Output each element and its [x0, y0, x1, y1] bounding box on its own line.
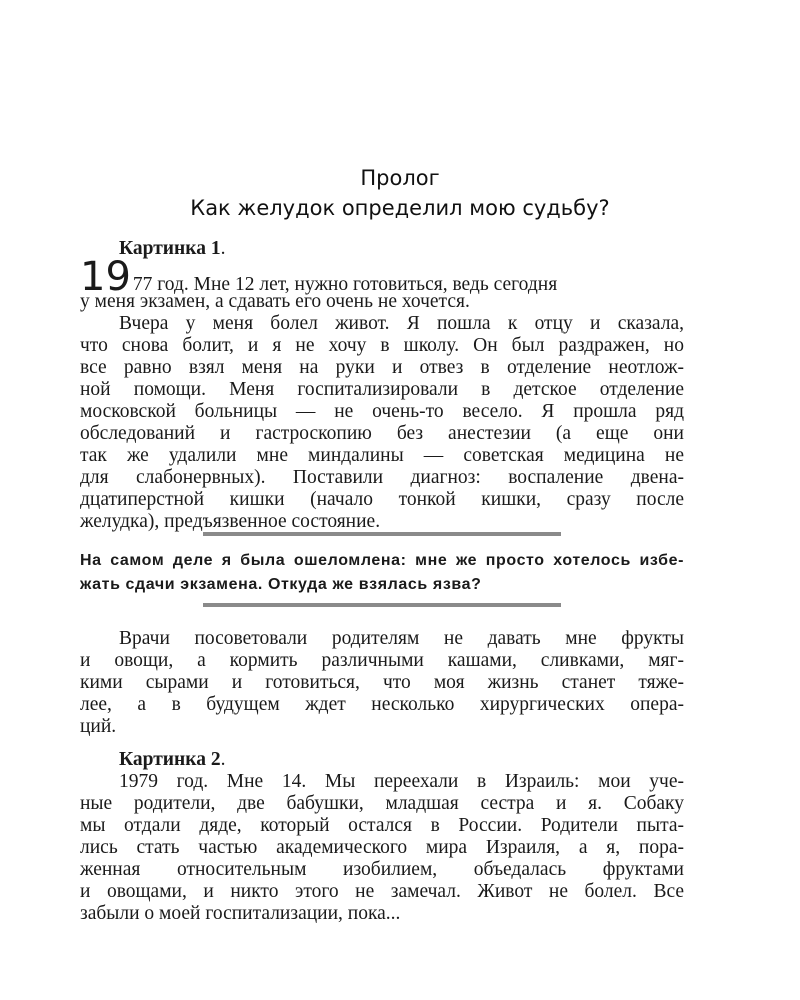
body-line: ной помощи. Меня госпитализировали в детское отделение — [80, 379, 684, 400]
body-line: все равно взял меня на руки и отвез в отделение неотлож- — [80, 357, 684, 378]
body-line: московской больницы — не очень-то весело. Я прошла ряд — [80, 401, 684, 422]
section-heading-dot: . — [220, 749, 226, 770]
body-line: мы отдали дяде, который остался в России. Родители пыта- — [80, 815, 684, 836]
chapter-title: Как желудок определил мою судьбу? — [190, 196, 610, 220]
body-line: для слабонервных). Поставили диагноз: воспаление двена- — [80, 467, 684, 488]
body-line: и овощи, а кормить различными кашами, сливками, мяг- — [80, 650, 684, 671]
prologue-label: Пролог — [360, 166, 440, 190]
section-heading-text: Картинка 2 — [119, 749, 221, 770]
drop-cap: 19 — [80, 254, 131, 300]
body-line: Вчера у меня болел живот. Я пошла к отцу и сказала, — [119, 313, 684, 334]
body-line: так же удалили мне миндалины — советская медицина не — [80, 445, 684, 466]
body-line: 77 год. Мне 12 лет, нужно готовиться, ведь сегодня — [132, 274, 558, 295]
body-line: лись стать частью академического мира Израиля, а я, пора- — [80, 837, 684, 858]
body-line: и овощами, и никто этого не замечал. Живот не болел. Все — [80, 881, 684, 902]
body-line: 1979 год. Мне 14. Мы переехали в Израиль: мои уче- — [119, 771, 684, 792]
body-line: желудка), предъязвенное состояние. — [80, 511, 381, 532]
body-line: что снова болит, и я не хочу в школу. Он был раздражен, но — [80, 335, 684, 356]
callout-top-rule — [203, 532, 561, 536]
callout-line: На самом деле я была ошеломлена: мне же просто хотелось избе- — [80, 552, 684, 569]
body-line: лее, а в будущем ждет несколько хирургических опера- — [80, 694, 684, 715]
body-line: забыли о моей госпитализации, пока... — [80, 903, 401, 924]
section-heading-text: Картинка 1 — [119, 238, 221, 259]
body-line: кими сырами и готовиться, что моя жизнь станет тяже- — [80, 672, 684, 693]
body-line: женная относительным изобилием, объедалась фруктами — [80, 859, 684, 880]
section-heading-dot: . — [220, 238, 226, 259]
callout-bottom-rule — [203, 603, 561, 607]
section-heading — [119, 749, 225, 771]
body-line: у меня экзамен, а сдавать его очень не хочется. — [80, 291, 470, 312]
body-line: ций. — [80, 716, 117, 737]
body-line: ные родители, две бабушки, младшая сестра и я. Собаку — [80, 793, 684, 814]
body-line: Врачи посоветовали родителям не давать мне фрукты — [119, 628, 684, 649]
callout-line: жать сдачи экзамена. Откуда же взялась язва? — [80, 576, 482, 593]
body-line: дцатиперстной кишки (начало тонкой кишки, сразу после — [80, 489, 684, 510]
body-line: обследований и гастроскопию без анестезии (а еще они — [80, 423, 684, 444]
